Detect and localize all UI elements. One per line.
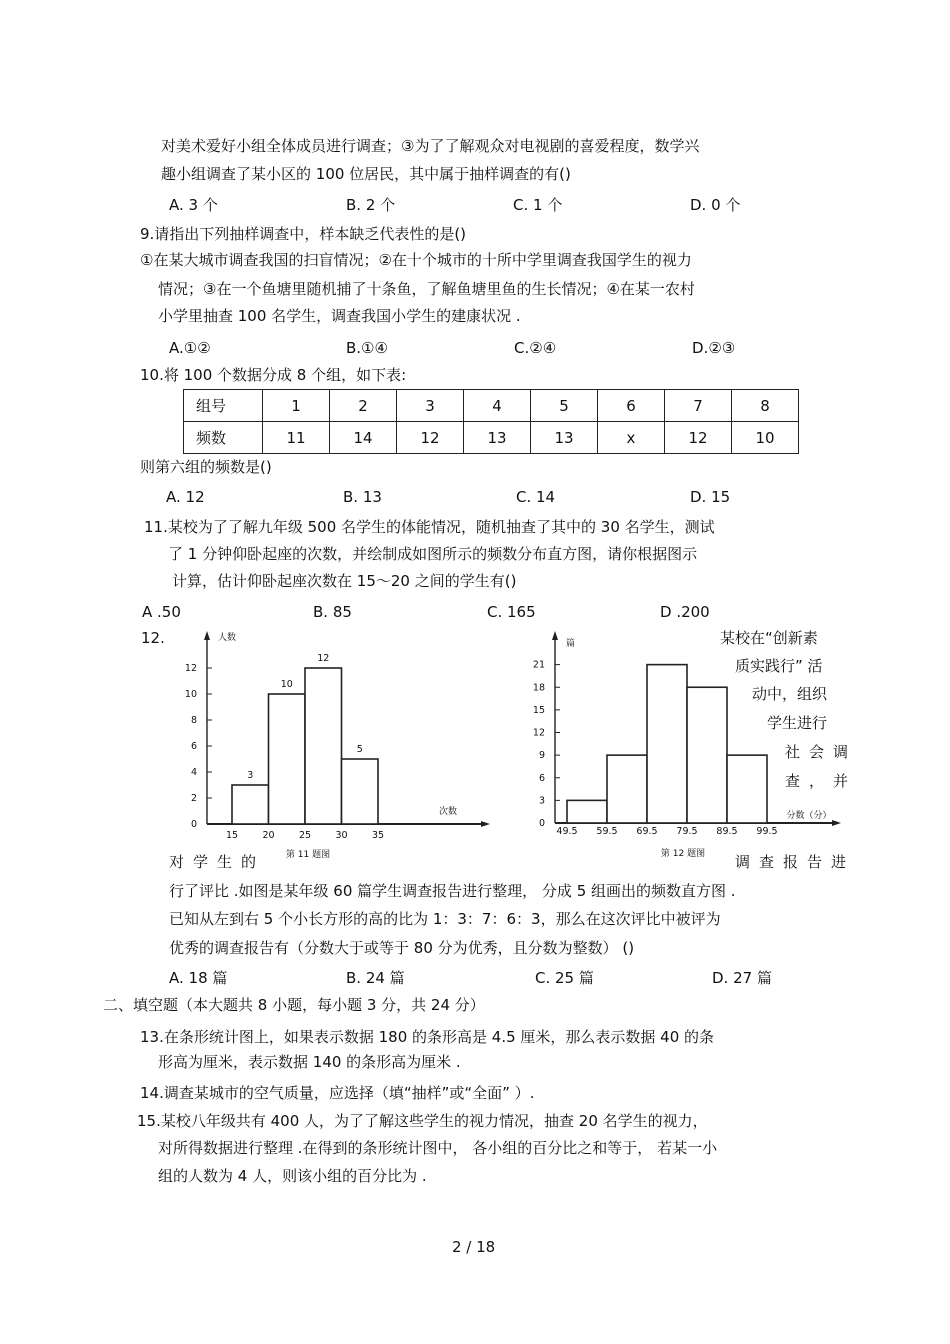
q9-option-b: B.①④: [346, 339, 388, 357]
y-axis-label: 篇: [566, 639, 576, 649]
q12-line-d: 优秀的调查报告有（分数大于或等于 80 分为优秀，且分数为整数） (): [169, 939, 635, 957]
table-cell: 13: [464, 422, 531, 454]
q9-option-a: A.①②: [169, 339, 211, 357]
y-tick-label: 21: [532, 659, 545, 671]
q11-line-2: 了 1 分钟仰卧起座的次数，并绘制成如图所示的频数分布直方图，请你根据图示: [168, 545, 698, 563]
y-axis-label: 人数: [218, 633, 237, 643]
q10-stem: 10.将 100 个数据分成 8 个组，如下表:: [140, 366, 407, 384]
q12-option-c: C. 25 篇: [535, 969, 594, 987]
x-tick-label: 59.5: [596, 826, 618, 837]
q12-line-a-right: 调查报告进: [735, 853, 856, 871]
y-tick-label: 12: [532, 727, 545, 739]
q10-option-c: C. 14: [516, 488, 556, 506]
y-tick-label: 9: [538, 750, 545, 762]
q8-line-2: 趣小组调查了某小区的 100 位居民，其中属于抽样调查的有(): [161, 165, 571, 183]
table-header-cell: 频数: [184, 422, 263, 454]
y-axis-arrow-icon: [552, 631, 558, 640]
q12-number: 12.: [141, 629, 165, 647]
figure-caption: 第 12 题图: [660, 849, 706, 859]
q9-option-c: C.②④: [514, 339, 557, 357]
q12-side-line-5: 社会调: [785, 743, 858, 761]
histogram-bar: [269, 694, 306, 824]
q15-line-1: 15.某校八年级共有 400 人，为了了解这些学生的视力情况，抽查 20 名学生的视力，: [137, 1112, 708, 1130]
table-row: [184, 422, 799, 454]
bar-data-label: 5: [356, 744, 363, 755]
q15-line-2: 对所得数据进行整理 .在得到的条形统计图中， 各小组的百分比之和等于， 若某一小: [158, 1139, 718, 1157]
table-cell: 3: [397, 390, 464, 422]
bar-data-label: 12: [317, 653, 330, 664]
q10-option-b: B. 13: [343, 488, 382, 506]
section-2-title: 二、填空题（本大题共 8 小题，每小题 3 分，共 24 分）: [103, 996, 485, 1014]
q11-stem: 11.某校为了了解九年级 500 名学生的体能情况，随机抽查了其中的 30 名学生，测试: [144, 518, 715, 536]
histogram-bar: [305, 668, 342, 824]
q12-side-line-2: 质实践行” 活: [735, 657, 823, 675]
table-cell: 11: [263, 422, 330, 454]
x-tick-label: 89.5: [716, 826, 738, 837]
q14-line-1: 14.调查某城市的空气质量，应选择（填“抽样”或“全面” ）.: [140, 1084, 535, 1102]
x-tick-label: 35: [371, 830, 385, 841]
x-tick-label: 15: [225, 830, 239, 841]
q12-side-line-1: 某校在“创新素: [720, 629, 818, 647]
x-axis-label: 分数（分）: [786, 811, 832, 821]
q13-line-2: 形高为厘米，表示数据 140 的条形高为厘米 .: [158, 1053, 461, 1071]
q10-option-d: D. 15: [690, 488, 731, 506]
q12-line-b: 行了评比 .如图是某年级 60 篇学生调查报告进行整理， 分成 5 组画出的频数直方图 .: [169, 882, 736, 900]
q8-option-b: B. 2 个: [346, 196, 396, 214]
q12-side-line-6: 查，并: [785, 772, 858, 790]
q12-line-a-left: 对学生的: [169, 853, 266, 871]
histogram-bar: [342, 759, 379, 824]
table-cell: 12: [665, 422, 732, 454]
y-tick-label: 6: [538, 772, 545, 784]
q8-line-1: 对美术爱好小组全体成员进行调查；③为了了解观众对电视剧的喜爱程度，数学兴: [161, 137, 700, 155]
table-cell: 12: [397, 422, 464, 454]
bar-data-label: 10: [280, 679, 293, 690]
table-cell: 4: [464, 390, 531, 422]
table-cell: x: [598, 422, 665, 454]
q11-option-b: B. 85: [313, 603, 352, 621]
x-tick-label: 25: [298, 830, 312, 841]
frequency-table: [183, 389, 799, 454]
q12-option-b: B. 24 篇: [346, 969, 405, 987]
histogram-bar: [232, 785, 269, 824]
histogram-bar: [687, 687, 727, 823]
y-tick-label: 2: [190, 793, 197, 804]
q8-option-a: A. 3 个: [169, 196, 218, 214]
q8-option-d: D. 0 个: [690, 196, 741, 214]
table-cell: 14: [330, 422, 397, 454]
x-tick-label: 69.5: [636, 826, 658, 837]
x-axis-arrow-icon: [832, 820, 841, 826]
q11-option-d: D .200: [660, 603, 710, 621]
q12-side-line-3: 动中，组织: [752, 685, 828, 703]
table-cell: 7: [665, 390, 732, 422]
x-tick-label: 79.5: [676, 826, 698, 837]
table-cell: 5: [531, 390, 598, 422]
y-tick-label: 12: [184, 663, 197, 674]
q8-option-c: C. 1 个: [513, 196, 563, 214]
y-tick-label: 0: [538, 818, 545, 829]
table-cell: 1: [263, 390, 330, 422]
q11-line-3: 计算，估计仰卧起座次数在 15～20 之间的学生有(): [172, 572, 517, 590]
table-row: [184, 390, 799, 422]
y-tick-label: 6: [190, 741, 197, 752]
q12-option-d: D. 27 篇: [712, 969, 772, 987]
q13-line-1: 13.在条形统计图上，如果表示数据 180 的条形高是 4.5 厘米，那么表示数据 40 的条: [140, 1028, 715, 1046]
table-cell: 10: [732, 422, 799, 454]
y-axis-arrow-icon: [204, 631, 210, 640]
x-tick-label: 20: [262, 830, 275, 841]
x-tick-label: 30: [335, 830, 348, 841]
x-tick-label: 49.5: [556, 826, 578, 837]
q11-option-c: C. 165: [487, 603, 536, 621]
q15-line-3: 组的人数为 4 人，则该小组的百分比为 .: [158, 1167, 427, 1185]
histogram-bar: [607, 755, 647, 823]
q9-option-d: D.②③: [692, 339, 736, 357]
table-cell: 8: [732, 390, 799, 422]
table-cell: 6: [598, 390, 665, 422]
q9-line-3: 情况；③在一个鱼塘里随机捕了十条鱼，了解鱼塘里鱼的生长情况；④在某一农村: [158, 280, 695, 298]
bar-data-label: 3: [247, 770, 254, 781]
q9-line-2: ①在某大城市调查我国的扫盲情况；②在十个城市的十所中学里调查我国学生的视力: [140, 251, 692, 269]
x-axis-arrow-icon: [481, 821, 490, 827]
y-tick-label: 15: [532, 704, 545, 716]
histogram-bar: [647, 665, 687, 823]
figure-caption: 第 11 题图: [285, 850, 331, 860]
histogram-bar: [567, 800, 607, 823]
table-header-cell: 组号: [184, 390, 263, 422]
table-cell: 13: [531, 422, 598, 454]
y-tick-label: 3: [538, 795, 545, 807]
q11-option-a: A .50: [142, 603, 181, 621]
q10-option-a: A. 12: [166, 488, 205, 506]
x-tick-label: 99.5: [756, 826, 778, 837]
page-number: 2 / 18: [452, 1238, 496, 1256]
q9-line-4: 小学里抽查 100 名学生，调查我国小学生的建康状况 .: [158, 307, 521, 325]
q10-line-2: 则第六组的频数是(): [140, 458, 272, 476]
table-cell: 2: [330, 390, 397, 422]
histogram-q11: [180, 628, 480, 863]
y-tick-label: 4: [190, 767, 197, 778]
q9-stem: 9.请指出下列抽样调查中，样本缺乏代表性的是(): [140, 225, 467, 243]
x-axis-label: 次数: [438, 807, 458, 817]
y-tick-label: 10: [184, 689, 197, 700]
q12-side-line-4: 学生进行: [767, 714, 828, 732]
histogram-bar: [727, 755, 767, 823]
q12-line-c: 已知从左到右 5 个小长方形的高的比为 1：3：7：6：3，那么在这次评比中被评为: [169, 910, 721, 928]
y-tick-label: 18: [532, 682, 545, 694]
y-tick-label: 8: [190, 715, 197, 726]
y-tick-label: 0: [190, 819, 197, 830]
q12-option-a: A. 18 篇: [169, 969, 228, 987]
